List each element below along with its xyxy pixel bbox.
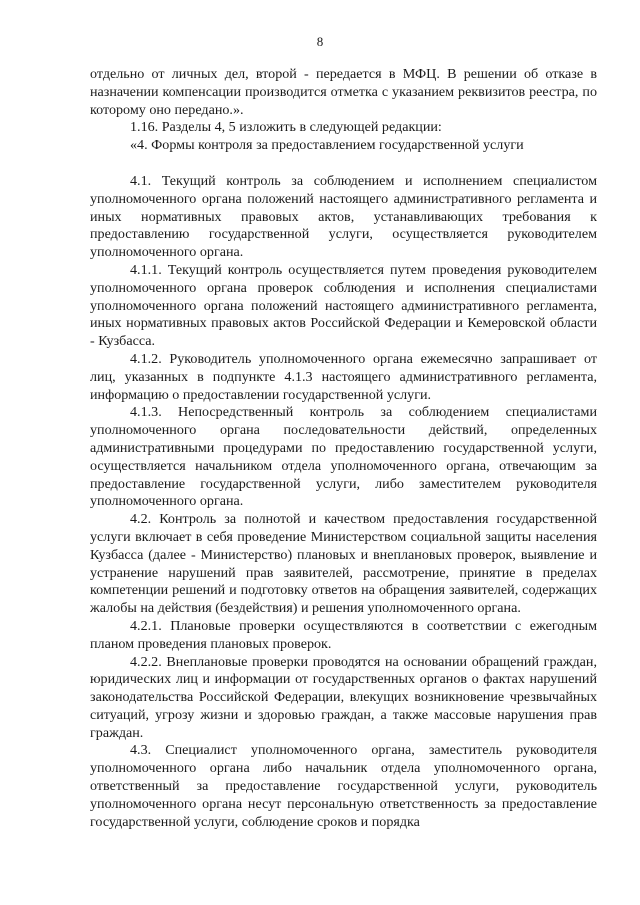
paragraph-4-1: 4.1. Текущий контроль за соблюдением и исполнением специалистом уполномоченного органа положений настоящего административного регламента и иных нормативных правовых актов, устанавливающих требования к предоставлению государственной услуги, осуществляется руководителем уполномоченного органа. [90,172,597,261]
paragraph-amendment-1-16: 1.16. Разделы 4, 5 изложить в следующей редакции: [130,119,442,136]
paragraph-continuation: отдельно от личных дел, второй - передается в МФЦ. В решении об отказе в назначении компенсации производится отметка с указанием реквизитов реестра, по которому оно передано.». [90,66,597,118]
document-body [90,66,597,831]
section-heading-4: «4. Формы контроля за предоставлением государственной услуги [130,137,524,154]
paragraph-4-1-2: 4.1.2. Руководитель уполномоченного органа ежемесячно запрашивает от лиц, указанных в подпункте 4.1.3 настоящего административного регламента, информацию о предоставлении государственной услуги. [90,350,597,403]
section-spacer [90,155,597,173]
paragraph-4-3: 4.3. Специалист уполномоченного органа, заместитель руководителя уполномоченного органа либо начальник отдела уполномоченного органа, ответственный за предоставление государственной услуги, руководитель уполномоченного органа несут персональную ответственность за предоставление государственной услуги, соблюдение сроков и порядка [90,742,597,830]
paragraph-4-2-2: 4.2.2. Внеплановые проверки проводятся на основании обращений граждан, юридических лиц и информации от государственных органов о фактах нарушений законодательства Российской Федерации, влекущих возникновение чрезвычайных ситуаций, угрозу жизни и здоровью граждан, а также массовые нарушения прав граждан. [90,653,597,741]
paragraph-4-2: 4.2. Контроль за полнотой и качеством предоставления государственной услуги включает в себя проведение Министерством социальной защиты населения Кузбасса (далее - Министерство) плановых и внеплановых проверок, выявление и устранение нарушений прав заявителей, рассмотрение, принятие в пределах компетенции решений и подготовку ответов на обращения заявителей, содержащих жалобы на действия (бездействия) и решения уполномоченного органа. [90,511,597,617]
paragraph-4-1-1: 4.1.1. Текущий контроль осуществляется путем проведения руководителем уполномоченного органа проверок соблюдения и исполнения специалистами уполномоченного органа положений настоящего административного регламента, иных нормативных правовых актов Российской Федерации и Кемеровской области - Кузбасса. [90,261,597,350]
paragraph-4-1-3: 4.1.3. Непосредственный контроль за соблюдением специалистами уполномоченного органа последовательности действий, определенных административными процедурами по предоставлению государственной услуги, осуществляется начальником отдела уполномоченного органа, отвечающим за предоставление государственной услуги, либо заместителем руководителя уполномоченного органа. [90,404,597,510]
page-number: 8 [316,34,324,49]
paragraph-4-2-1: 4.2.1. Плановые проверки осуществляются в соответствии с ежегодным планом проведения плановых проверок. [90,617,597,652]
